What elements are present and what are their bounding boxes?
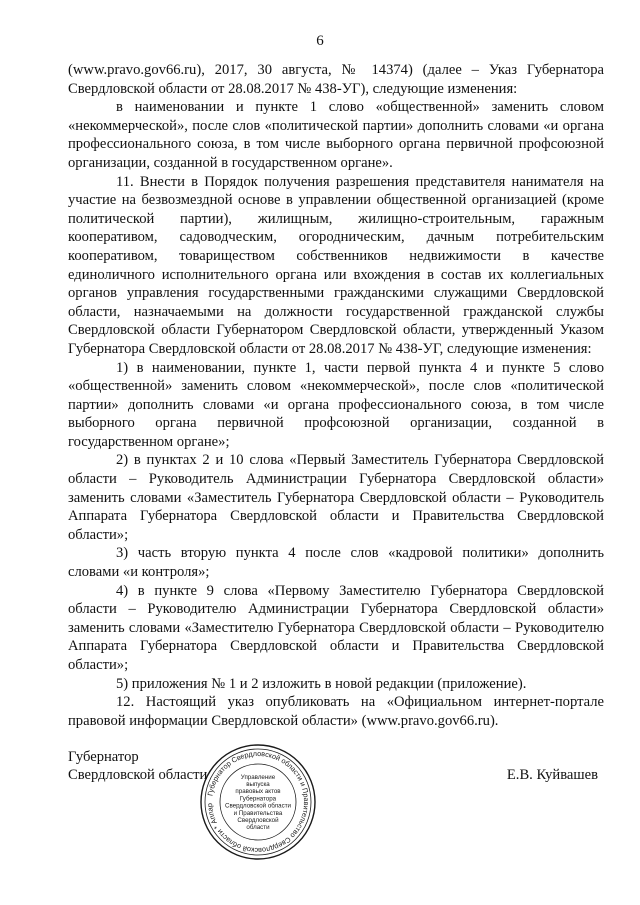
stamp-center-line: Свердловской: [237, 817, 279, 824]
paragraph-subitem-1: 1) в наименовании, пункте 1, части первой пункта 4 и пункте 5 слово «общественной» заменить словом «некоммерческой», после слов «политической партии» дополнить словами «и органа профессионального союза, в том числе выборного органа первичной профсоюзной организации, созданной в государственном органе»;: [68, 359, 604, 450]
official-stamp: [198, 742, 318, 862]
stamp-center-line: выпуска: [246, 781, 270, 788]
svg-text:Губернатор Свердловской област: Губернатор Свердловской области и Правительство Свердловской области * Аппар: [204, 748, 312, 856]
stamp-center-line: Свердловской области: [224, 802, 292, 810]
paragraph-continuation: (www.pravo.gov66.ru), 2017, 30 августа, № 14374) (далее – Указ Губернатора Свердловской области от 28.08.2017 № 438-УГ), следующие изменения:: [68, 62, 604, 97]
paragraph-subitem-2: 2) в пунктах 2 и 10 слова «Первый Заместитель Губернатора Свердловской области – Руководитель Администрации Губернатора Свердловской области» заменить словами «Заместитель Губернатора Свердловской области – Руководитель Аппарата Губернатора Свердловской области и Правительства Свердловской области»;: [68, 452, 604, 543]
signature-block: [68, 748, 604, 868]
stamp-center-line: и Правительства: [233, 809, 283, 817]
signer-position: Губернатор: [68, 749, 139, 765]
page-number: 6: [316, 33, 324, 49]
stamp-center-line: правовых актов: [235, 788, 281, 796]
stamp-seal-icon: [198, 742, 318, 862]
signer-name: Е.В. Куйвашев: [506, 767, 598, 783]
signer-region: Свердловской области: [68, 767, 208, 783]
document-body: [68, 61, 604, 730]
stamp-center-line: Губернатора: [239, 795, 277, 803]
stamp-center-line: Управление: [240, 773, 276, 781]
stamp-center-line: области: [246, 824, 270, 832]
paragraph-item-12: 12. Настоящий указ опубликовать на «Официальном интернет-портале правовой информации Свердловской области» (www.pravo.gov66.ru).: [68, 694, 604, 729]
paragraph-subitem-4: 4) в пункте 9 слова «Первому Заместителю Губернатора Свердловской области – Руководителю Администрации Губернатора Свердловской области» заменить словами «Заместителю Губернатора Свердловской области – Руководителю Аппарата Губернатора Свердловской области и Правительства Свердловской области»;: [68, 582, 604, 673]
paragraph-subitem-5: 5) приложения № 1 и 2 изложить в новой редакции (приложение).: [116, 675, 527, 692]
paragraph-item-11: 11. Внести в Порядок получения разрешения представителя нанимателя на участие на безвозмездной основе в управлении общественной организацией (кроме политической партии), жилищным, жилищно-строительным, гаражным кооперативом, садоводческим, огородническим, дачным потребительским кооперативом, товариществом собственников недвижимости в качестве единоличного исполнительного органа или вхождения в состав их коллегиальных органов управления государственными гражданскими служащими Свердловской области, назначаемыми на должности государственной гражданской службы Свердловской области Губернатором Свердловской области, утвержденный Указом Губернатора Свердловской области от 28.08.2017 № 438-УГ, следующие изменения:: [68, 173, 604, 357]
paragraph-subitem-3: 3) часть вторую пункта 4 после слов «кадровой политики» дополнить словами «и контроля»;: [68, 545, 604, 581]
paragraph-amendment-title: в наименовании и пункте 1 слово «общественной» заменить словом «некоммерческой», после слов «политической партии» дополнить словами «и органа профессионального союза, в том числе выборного органа первичной профсоюзной организации, созданной в государственном органе».: [68, 99, 604, 171]
